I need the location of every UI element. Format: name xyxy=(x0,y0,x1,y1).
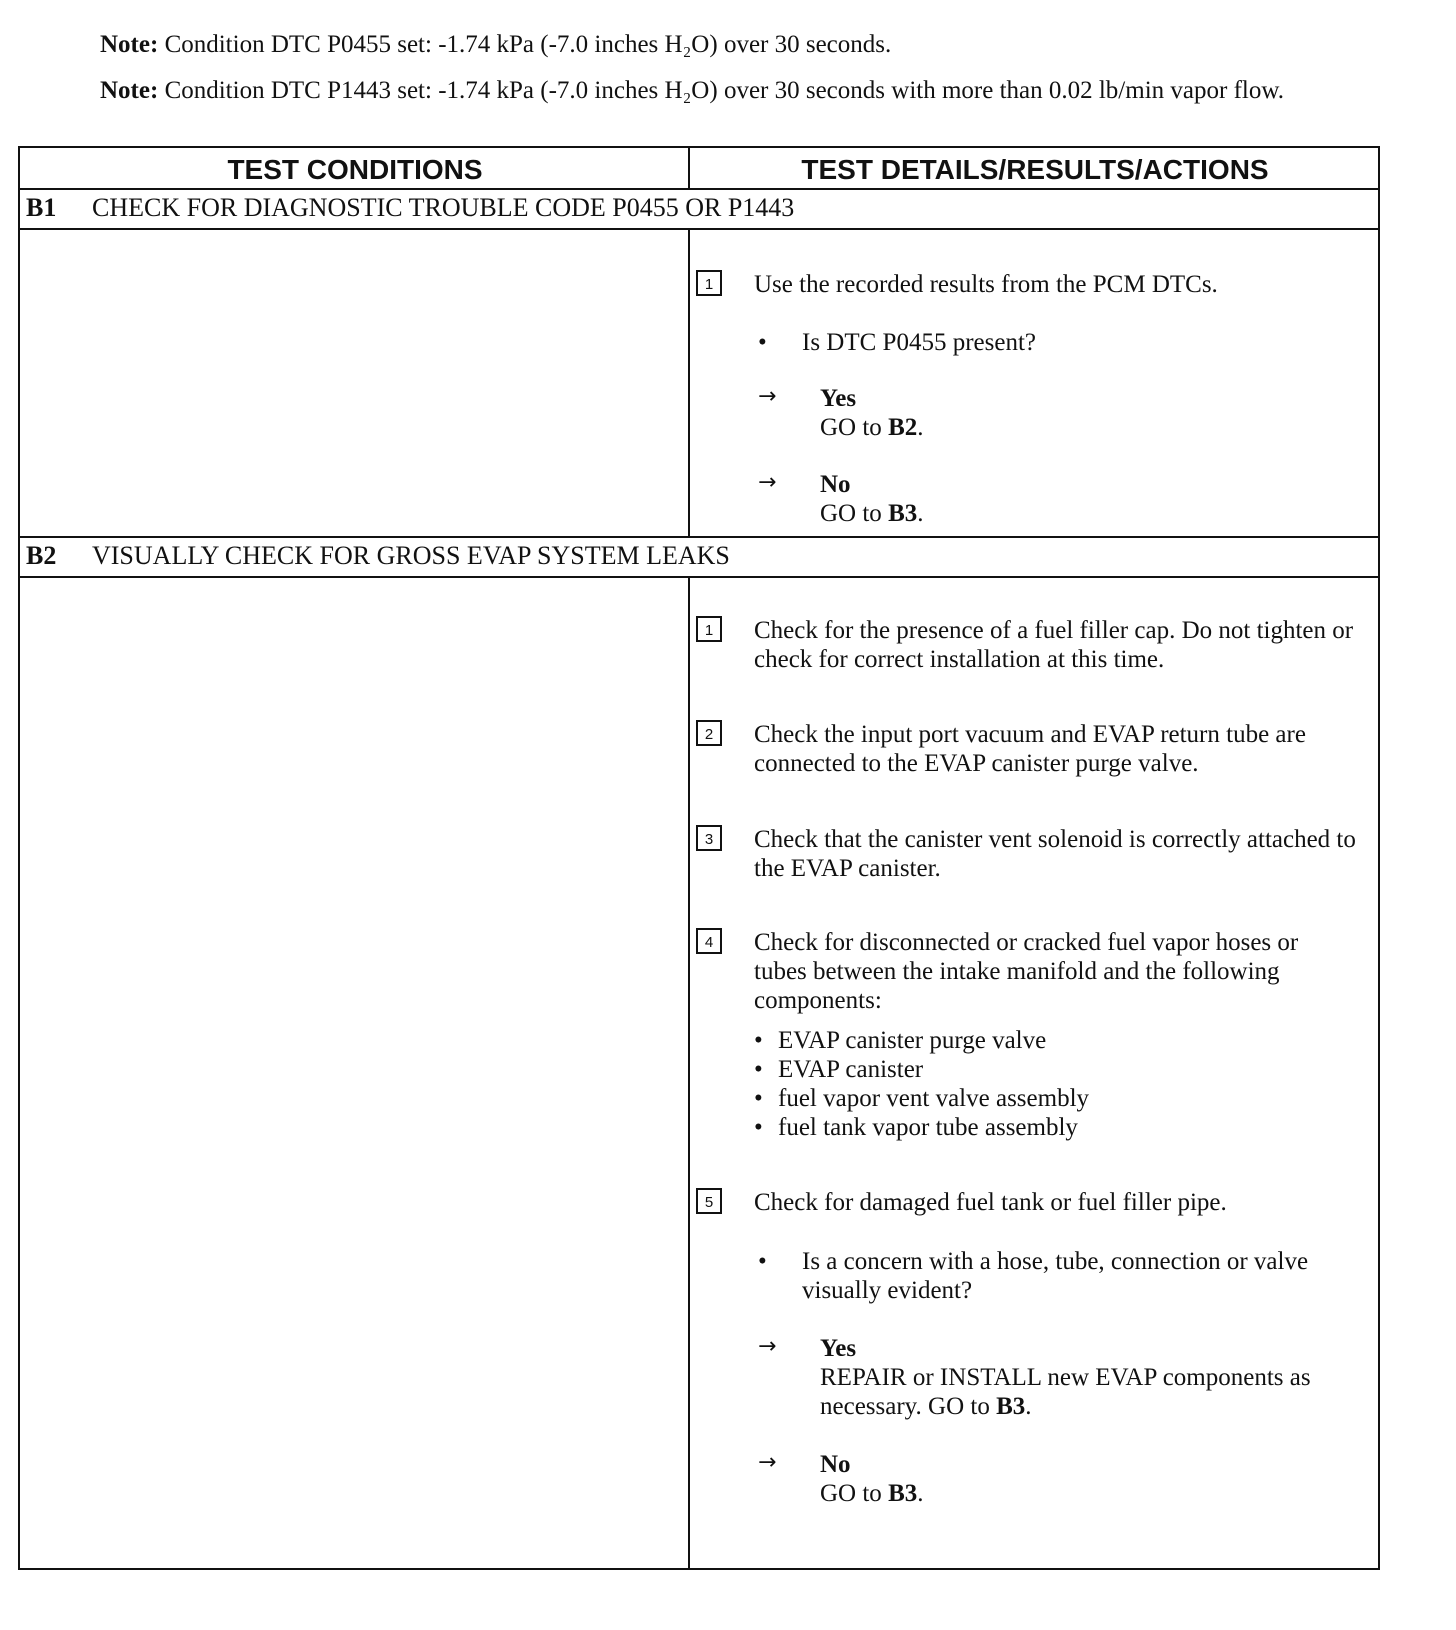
answer-action: GO to B3. xyxy=(820,500,924,527)
step-text: Check for the presence of a fuel filler cap. Do not tighten or check for correct installation at this time. xyxy=(754,617,1354,673)
b2-step-4 xyxy=(696,928,1356,1015)
step-text: Check the input port vacuum and EVAP return tube are connected to the EVAP canister purge valve. xyxy=(754,721,1306,777)
header-test-conditions: TEST CONDITIONS xyxy=(227,154,483,185)
bullet-dot: • xyxy=(758,1248,767,1275)
note-text: Condition DTC P0455 set: -1.74 kPa (-7.0 inches H₂O) over 30 seconds. xyxy=(158,31,892,58)
list-item: • fuel vapor vent valve assembly xyxy=(752,1084,1352,1113)
b2-answer-no xyxy=(758,1450,1358,1508)
b2-step-2 xyxy=(696,720,1356,778)
list-item: • fuel tank vapor tube assembly xyxy=(752,1113,1352,1142)
row-divider xyxy=(20,228,1378,230)
step-code: B2 xyxy=(26,541,57,570)
arrow-icon: → xyxy=(758,384,777,409)
header-test-details: TEST DETAILS/RESULTS/ACTIONS xyxy=(801,154,1269,185)
note-text: Condition DTC P1443 set: -1.74 kPa (-7.0 inches H₂O) over 30 seconds with more than 0.02 lb/min vapor flow. xyxy=(158,77,1285,104)
answer-action: REPAIR or INSTALL new EVAP components as necessary. GO to B3. xyxy=(820,1364,1311,1420)
step-title: CHECK FOR DIAGNOSTIC TROUBLE CODE P0455 OR P1443 xyxy=(92,193,795,222)
b2-answer-yes xyxy=(758,1334,1358,1421)
step-title: VISUALLY CHECK FOR GROSS EVAP SYSTEM LEAKS xyxy=(92,541,730,570)
step-text: Check that the canister vent solenoid is correctly attached to the EVAP canister. xyxy=(754,826,1356,882)
component-list xyxy=(752,1026,1352,1142)
step-number-box: 1 xyxy=(696,616,722,642)
bullet-dot: • xyxy=(758,329,767,356)
arrow-icon: → xyxy=(758,1450,777,1475)
answer-action: GO to B2. xyxy=(820,414,924,441)
b2-step-3 xyxy=(696,825,1356,883)
b2-question xyxy=(758,1247,1358,1305)
question-text: Is a concern with a hose, tube, connection or valve visually evident? xyxy=(802,1248,1309,1304)
step-number-box: 4 xyxy=(696,928,722,954)
note-label: Note: xyxy=(100,31,159,58)
column-divider xyxy=(688,148,690,190)
note-p1443 xyxy=(100,76,1340,105)
answer-label: Yes xyxy=(820,1335,857,1362)
b1-step-1 xyxy=(696,270,1356,299)
b1-answer-no xyxy=(758,470,1358,528)
step-b1-title-row xyxy=(20,188,1378,228)
answer-action: GO to B3. xyxy=(820,1480,924,1507)
step-text: Check for disconnected or cracked fuel vapor hoses or tubes between the intake manifold and the following components: xyxy=(754,929,1299,1014)
question-text: Is DTC P0455 present? xyxy=(802,329,1036,356)
note-label: Note: xyxy=(100,77,159,104)
step-text: Check for damaged fuel tank or fuel filler pipe. xyxy=(754,1189,1227,1216)
row-divider xyxy=(20,576,1378,578)
answer-label: No xyxy=(820,471,851,498)
column-divider xyxy=(688,228,690,538)
note-p0455 xyxy=(100,30,1340,59)
b1-answer-yes xyxy=(758,384,1358,442)
step-number-box: 3 xyxy=(696,825,722,851)
step-number-box: 5 xyxy=(696,1188,722,1214)
arrow-icon: → xyxy=(758,1334,777,1359)
arrow-icon: → xyxy=(758,470,777,495)
b2-step-1 xyxy=(696,616,1356,674)
step-number-box: 2 xyxy=(696,720,722,746)
b2-step-5 xyxy=(696,1188,1356,1217)
step-number-box: 1 xyxy=(696,270,722,296)
list-item: • EVAP canister xyxy=(752,1055,1352,1084)
column-divider xyxy=(688,576,690,1570)
b1-question xyxy=(758,328,1358,357)
step-code: B1 xyxy=(26,193,57,222)
answer-label: Yes xyxy=(820,385,857,412)
step-b2-title-row xyxy=(20,536,1378,576)
step-text: Use the recorded results from the PCM DTCs. xyxy=(754,271,1218,298)
answer-label: No xyxy=(820,1451,851,1478)
list-item: • EVAP canister purge valve xyxy=(752,1026,1352,1055)
